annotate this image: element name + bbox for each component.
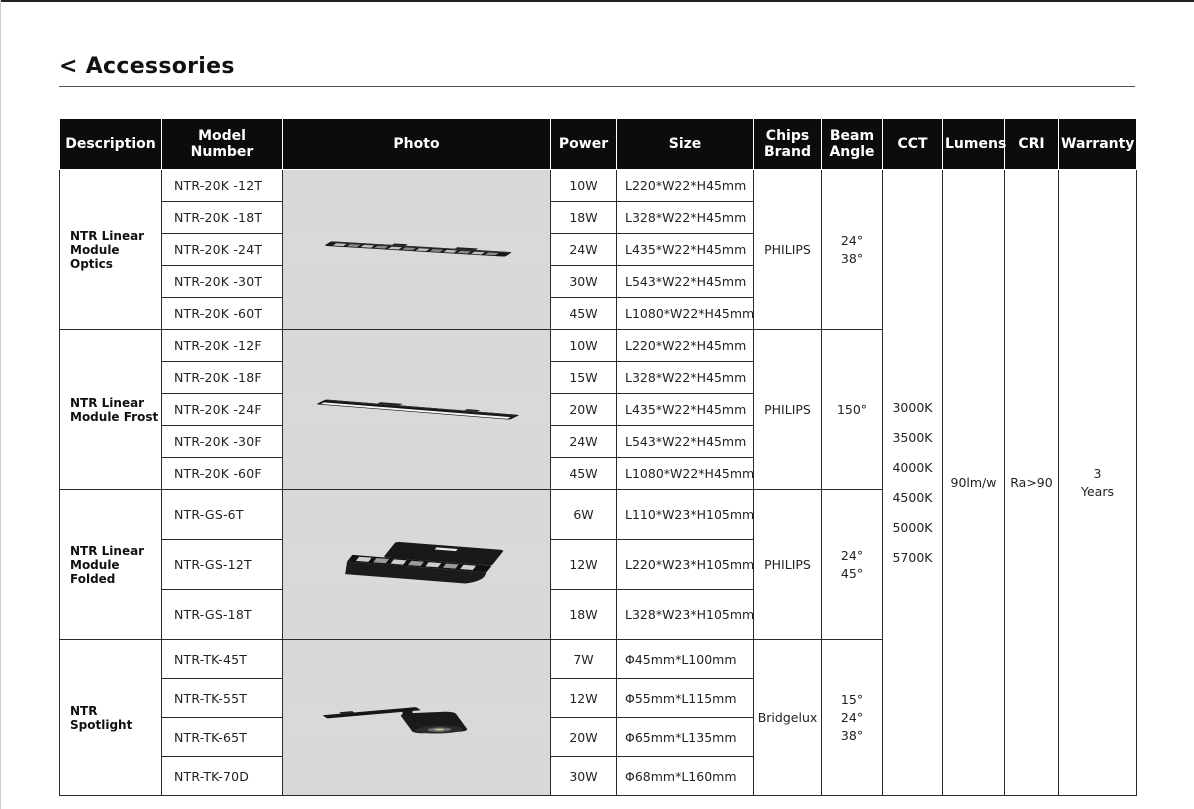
power-cell: 7W — [551, 640, 617, 679]
description-cell: NTR Linear Module Folded — [60, 490, 162, 640]
chips-brand-cell: PHILIPS — [754, 490, 822, 640]
model-number-cell: NTR-TK-65T — [162, 718, 283, 757]
power-cell: 20W — [551, 718, 617, 757]
beam-angle-cell: 24° 38° — [822, 170, 883, 330]
power-cell: 12W — [551, 540, 617, 590]
power-cell: 18W — [551, 590, 617, 640]
power-cell: 10W — [551, 170, 617, 202]
beam-angle-cell: 15° 24° 38° — [822, 640, 883, 796]
table-row — [60, 170, 1137, 202]
power-cell: 15W — [551, 362, 617, 394]
model-number-cell: NTR-GS-6T — [162, 490, 283, 540]
header-photo: Photo — [283, 119, 551, 170]
size-cell: L543*W22*H45mm — [617, 266, 754, 298]
power-cell: 18W — [551, 202, 617, 234]
model-number-cell: NTR-20K -30F — [162, 426, 283, 458]
header-beam-angle: Beam Angle — [822, 119, 883, 170]
size-cell: Φ68mm*L160mm — [617, 757, 754, 796]
power-cell: 24W — [551, 426, 617, 458]
model-number-cell: NTR-GS-18T — [162, 590, 283, 640]
size-cell: L220*W23*H105mm — [617, 540, 754, 590]
chips-brand-cell: Bridgelux — [754, 640, 822, 796]
power-cell: 10W — [551, 330, 617, 362]
model-number-cell: NTR-20K -30T — [162, 266, 283, 298]
size-cell: Φ45mm*L100mm — [617, 640, 754, 679]
model-number-cell: NTR-TK-55T — [162, 679, 283, 718]
cri-cell: Ra>90 — [1005, 170, 1059, 796]
chips-brand-cell: PHILIPS — [754, 170, 822, 330]
left-border — [0, 0, 1, 809]
header-warranty: Warranty — [1059, 119, 1137, 170]
description-cell: NTR Linear Module Optics — [60, 170, 162, 330]
header-cri: CRI — [1005, 119, 1059, 170]
size-cell: L328*W23*H105mm — [617, 590, 754, 640]
header-description: Description — [60, 119, 162, 170]
page-title: < Accessories — [59, 54, 235, 79]
model-number-cell: NTR-20K -12T — [162, 170, 283, 202]
header-cct: CCT — [883, 119, 943, 170]
beam-angle-cell: 150° — [822, 330, 883, 490]
top-border — [0, 0, 1194, 2]
power-cell: 45W — [551, 298, 617, 330]
description-cell: NTR Spotlight — [60, 640, 162, 796]
model-number-cell: NTR-20K -60T — [162, 298, 283, 330]
header-model-number: Model Number — [162, 119, 283, 170]
model-number-cell: NTR-20K -24T — [162, 234, 283, 266]
warranty-cell: 3 Years — [1059, 170, 1137, 796]
header-size: Size — [617, 119, 754, 170]
model-number-cell: NTR-20K -60F — [162, 458, 283, 490]
power-cell: 30W — [551, 757, 617, 796]
size-cell: L328*W22*H45mm — [617, 362, 754, 394]
title-divider — [59, 86, 1135, 87]
header-row — [60, 119, 1137, 170]
size-cell: Φ55mm*L115mm — [617, 679, 754, 718]
accessories-table — [59, 118, 1137, 796]
header-chips-brand: Chips Brand — [754, 119, 822, 170]
model-number-cell: NTR-20K -18T — [162, 202, 283, 234]
size-cell: L435*W22*H45mm — [617, 394, 754, 426]
power-cell: 6W — [551, 490, 617, 540]
model-number-cell: NTR-TK-70D — [162, 757, 283, 796]
power-cell: 24W — [551, 234, 617, 266]
model-number-cell: NTR-20K -12F — [162, 330, 283, 362]
size-cell: L1080*W22*H45mm — [617, 458, 754, 490]
linear-folded-photo — [283, 490, 551, 640]
lumens-cell: 90lm/w — [943, 170, 1005, 796]
size-cell: L110*W23*H105mm — [617, 490, 754, 540]
model-number-cell: NTR-20K -18F — [162, 362, 283, 394]
linear-optics-photo — [283, 170, 551, 330]
size-cell: L543*W22*H45mm — [617, 426, 754, 458]
linear-frost-photo — [283, 330, 551, 490]
size-cell: L328*W22*H45mm — [617, 202, 754, 234]
size-cell: L1080*W22*H45mm — [617, 298, 754, 330]
power-cell: 20W — [551, 394, 617, 426]
beam-angle-cell: 24° 45° — [822, 490, 883, 640]
model-number-cell: NTR-20K -24F — [162, 394, 283, 426]
header-lumens: Lumens — [943, 119, 1005, 170]
power-cell: 45W — [551, 458, 617, 490]
size-cell: Φ65mm*L135mm — [617, 718, 754, 757]
cct-cell: 3000K 3500K 4000K 4500K 5000K 5700K — [883, 170, 943, 796]
chips-brand-cell: PHILIPS — [754, 330, 822, 490]
power-cell: 30W — [551, 266, 617, 298]
model-number-cell: NTR-GS-12T — [162, 540, 283, 590]
size-cell: L220*W22*H45mm — [617, 330, 754, 362]
size-cell: L435*W22*H45mm — [617, 234, 754, 266]
model-number-cell: NTR-TK-45T — [162, 640, 283, 679]
header-power: Power — [551, 119, 617, 170]
power-cell: 12W — [551, 679, 617, 718]
description-cell: NTR Linear Module Frost — [60, 330, 162, 490]
size-cell: L220*W22*H45mm — [617, 170, 754, 202]
spotlight-photo — [283, 640, 551, 796]
